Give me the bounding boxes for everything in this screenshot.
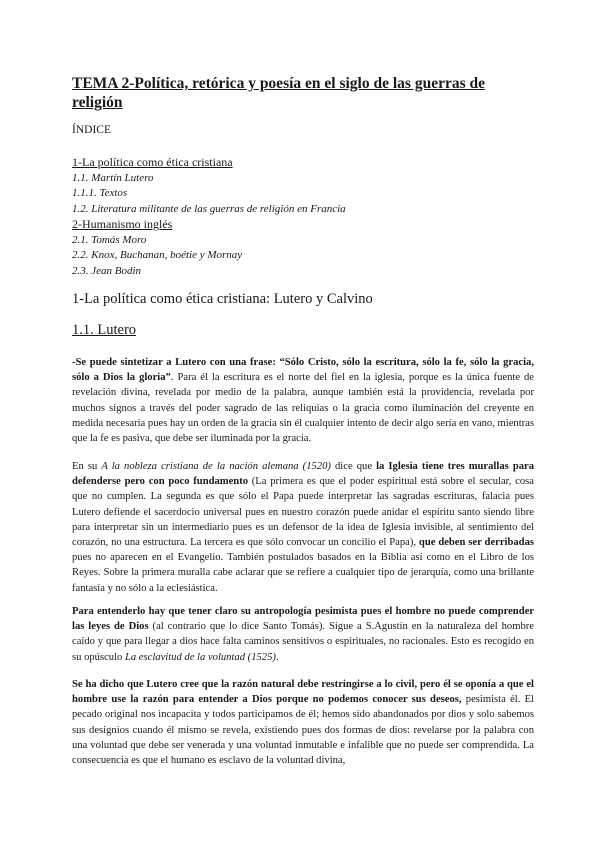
paragraph-1	[72, 355, 534, 446]
toc-item: 2.3. Jean Bodin	[72, 264, 142, 277]
paragraph-text: . Para él la escritura es el norte del fiel en la iglesia, porque es la única fuente de revelación divina, revelada por medio de la palabra, aunque también está la providencia, revelada por muchos signos a través del poder sagrado de las reliquias o la gracia como iluminación del creyente en medida necesaria pues hay un orden de la gracia sin él cualquier intento de decir algo sería en vano, mientras que la fe es pasiva, que debe ser iluminada por la gracia.	[72, 372, 534, 445]
paragraph-4	[72, 677, 534, 768]
paragraph-text: .	[275, 651, 279, 663]
paragraph-3	[72, 604, 534, 665]
toc-item: 1.2. Literatura militante de las guerras de religión en Francia	[72, 202, 346, 215]
table-of-contents	[72, 155, 532, 279]
toc-item: 1-La política como ética cristiana	[72, 155, 233, 169]
toc-item: 1.1.1. Textos	[72, 187, 128, 199]
paragraph-bold: -Se puede sintetizar a Lutero con una frase: “Sólo Cristo, sólo la escritura, sólo la fe, sólo la gracia, sólo a Dios la gloria”	[72, 357, 534, 384]
page-title: TEMA 2-Política, retórica y poesía en el siglo de las guerras de religión	[72, 75, 485, 111]
toc-item: 2.1. Tomás Moro	[72, 233, 147, 246]
paragraph-text: pues no aparecen en el Evangelio. También postulados basados en la Biblia así como en el Libro de los Reyes. Sobre la primera muralla cabe aclarar que se refiere a cualquier tipo de jerarquía, como una brillante fantasía y no sólo a la eclesiástica.	[72, 552, 534, 594]
paragraph-bold: Se ha dicho que Lutero cree que la razón natural debe restringirse a lo civil, pero él se oponía a que el hombre use la razón para entender a Dios porque no podemos conocer sus deseos,	[72, 679, 534, 706]
subsection-heading: 1.1. Lutero	[72, 322, 137, 338]
section-heading: 1-La política como ética cristiana: Lutero y Calvino	[72, 291, 373, 307]
toc-item: 1.1. Martín Lutero	[72, 171, 154, 184]
paragraph-text: En su	[72, 461, 102, 472]
paragraph-bold: la Iglesia tiene tres murallas para defenderse pero con poco fundamento	[72, 461, 535, 488]
paragraph-text: pesimista él. El pecado original nos incapacita y todos participamos de él; hemos sido abandonados por dios y solo sabemos sus designios cuando él mismo se revela, existiendo pues dos formas de dios: revelarse por la palabra con una voluntad que debe ser venerada y una voluntad inmutable e infalible que no puede ser comprendida. La consecuencia es que el humano es esclavo de la voluntad divina,	[72, 694, 534, 767]
paragraph-italic: La esclavitud de la voluntad (1525)	[124, 651, 276, 663]
paragraph-bold: que deben ser derribadas	[418, 537, 534, 549]
paragraph-italic: A la nobleza cristiana de la nación alemana (1520)	[101, 461, 331, 472]
paragraph-2	[72, 459, 534, 596]
paragraph-text: (La primera es que el poder espiritual está sobre el secular, cosa que no cumplen. La segunda es que sólo el Papa puede interpretar las sagradas escrituras, falacia pues Lutero defiende el sacerdocio universal pues en nuestro corazón puede anidar el espíritu santo siendo libre para interpretar sin un intermediario pues es un defensor de la idea de Iglesia invisible, al sentimiento del corazón, no una estructura. La tercera es que sólo convocar un concilio el Papa),	[72, 476, 534, 549]
index-label: ÍNDICE	[72, 124, 111, 136]
toc-item: 2-Humanismo inglés	[72, 217, 173, 231]
toc-item: 2.2. Knox, Buchanan, boétie y Mornay	[72, 249, 243, 261]
paragraph-text: dice que	[330, 461, 377, 472]
paragraph-bold: Para entenderlo hay que tener claro su antropología pesimista pues el hombre no puede comprender las leyes de Dios	[72, 606, 534, 633]
paragraph-text: (al contrario que lo dice Santo Tomás). Sigue a S.Agustín en la naturaleza del hombre caído y que para llegar a dios hace falta caminos sensitivos o espirituales, no racionales. Esto es recogido en su opúsculo	[72, 621, 534, 663]
